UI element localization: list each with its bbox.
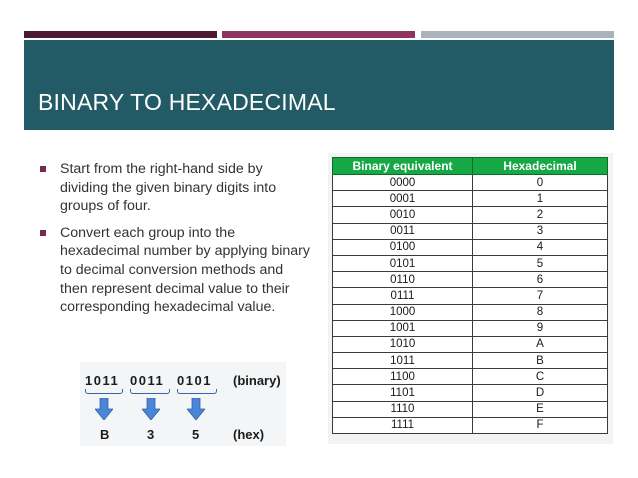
binary-cell: 0111 (333, 288, 473, 304)
bullet-text: Convert each group into the hexadecimal number by applying binary to decimal conversion methods and then represent decimal value to their corresponding hexadecimal value. (60, 224, 310, 316)
binary-cell: 1000 (333, 304, 473, 320)
binary-cell: 0101 (333, 255, 473, 271)
hex-label: (hex) (233, 427, 265, 442)
hex-cell: 5 (473, 255, 608, 271)
hex-cell: 2 (473, 207, 608, 223)
bullet-text: Start from the right-hand side by dividing the given binary digits into groups of four. (60, 161, 277, 215)
hex-cell: 4 (473, 239, 608, 255)
table-header-row (333, 158, 608, 175)
table-row (333, 369, 608, 385)
hex-digit: 3 (147, 427, 155, 442)
table-row (333, 272, 608, 288)
table-row (333, 239, 608, 255)
column-header: Binary equivalent (333, 158, 473, 175)
binary-cell: 1101 (333, 385, 473, 401)
hex-cell: 9 (473, 320, 608, 336)
down-arrow-icon (187, 398, 205, 420)
table-row (333, 320, 608, 336)
group-underline (85, 389, 123, 394)
hex-cell: B (473, 353, 608, 369)
bullet-item (40, 224, 310, 317)
table-row (333, 304, 608, 320)
hex-digit: B (100, 427, 110, 442)
hex-cell: 0 (473, 175, 608, 191)
accent-bar-gray (421, 31, 614, 38)
slide-title: BINARY TO HEXADECIMAL (38, 89, 336, 115)
binary-cell: 0011 (333, 223, 473, 239)
square-bullet-icon (40, 166, 46, 172)
square-bullet-icon (40, 230, 46, 236)
column-header: Hexadecimal (473, 158, 608, 175)
binary-cell: 0000 (333, 175, 473, 191)
binary-group: 0101 (177, 373, 212, 388)
bullet-item (40, 160, 310, 216)
accent-bar-magenta (222, 31, 415, 38)
binary-cell: 1100 (333, 369, 473, 385)
hex-cell: 1 (473, 191, 608, 207)
binary-hex-table (332, 157, 608, 434)
hex-cell: F (473, 417, 608, 433)
accent-bar-dark (24, 31, 217, 38)
binary-cell: 0010 (333, 207, 473, 223)
table-row (333, 175, 608, 191)
conversion-table-panel (328, 153, 613, 444)
group-underline (177, 389, 217, 394)
binary-cell: 0110 (333, 272, 473, 288)
binary-cell: 1110 (333, 401, 473, 417)
table-row (333, 336, 608, 352)
binary-cell: 1010 (333, 336, 473, 352)
hex-cell: E (473, 401, 608, 417)
binary-cell: 1011 (333, 353, 473, 369)
group-underline (130, 389, 170, 394)
hex-cell: 3 (473, 223, 608, 239)
binary-cell: 0001 (333, 191, 473, 207)
binary-label: (binary) (233, 373, 281, 388)
bullet-list (40, 160, 310, 325)
hex-cell: 7 (473, 288, 608, 304)
table-row (333, 223, 608, 239)
table-row (333, 191, 608, 207)
hex-cell: D (473, 385, 608, 401)
hex-cell: A (473, 336, 608, 352)
binary-cell: 1111 (333, 417, 473, 433)
table-row (333, 385, 608, 401)
table-row (333, 207, 608, 223)
down-arrow-icon (95, 398, 113, 420)
title-band (24, 40, 614, 130)
table-row (333, 417, 608, 433)
binary-group: 0011 (130, 373, 165, 388)
table-row (333, 255, 608, 271)
binary-cell: 1001 (333, 320, 473, 336)
hex-cell: 8 (473, 304, 608, 320)
binary-cell: 0100 (333, 239, 473, 255)
table-row (333, 353, 608, 369)
binary-group: 1011 (85, 373, 120, 388)
hex-digit: 5 (192, 427, 200, 442)
hex-cell: C (473, 369, 608, 385)
hex-cell: 6 (473, 272, 608, 288)
conversion-example (80, 362, 286, 446)
down-arrow-icon (142, 398, 160, 420)
table-row (333, 288, 608, 304)
table-row (333, 401, 608, 417)
